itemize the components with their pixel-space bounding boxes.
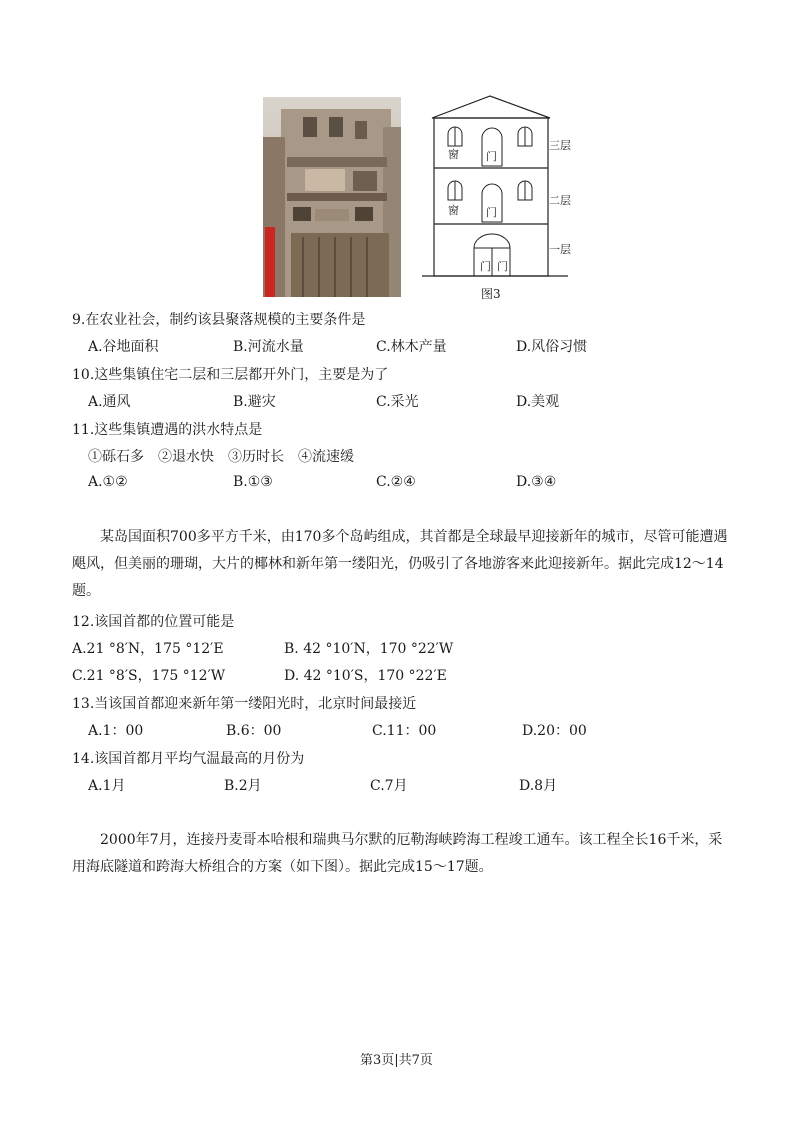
- q12-option-c: C.21 °8′S，175 °12′W: [72, 668, 226, 684]
- q14-option-b: B.2月: [224, 778, 262, 794]
- q11-option-b: B.①③: [233, 474, 273, 490]
- q11-option-c: C.②④: [376, 474, 416, 490]
- q14-option-d: D.8月: [519, 778, 558, 794]
- figure-caption: 图3: [481, 287, 501, 301]
- q11-choices: ①砾石多 ②退水快 ③历时长 ④流速缓: [88, 449, 354, 465]
- house-photo: [263, 97, 401, 297]
- q14-option-c: C.7月: [370, 778, 408, 794]
- q10-option-d: D.美观: [516, 394, 560, 410]
- page-footer: 第3页|共7页: [360, 1053, 433, 1068]
- q13-option-c: C.11：00: [372, 723, 437, 739]
- question-12: 12.该国首都的位置可能是: [72, 614, 235, 630]
- q12-option-a: A.21 °8′N，175 °12′E: [72, 641, 224, 657]
- door-label-1b: 门: [497, 260, 508, 273]
- question-13: 13.当该国首都迎来新年第一缕阳光时，北京时间最接近: [72, 696, 417, 712]
- door-label-3: 门: [486, 150, 497, 163]
- q9-option-b: B.河流水量: [233, 339, 304, 355]
- q9-option-a: A.谷地面积: [88, 339, 159, 355]
- q11-option-a: A.①②: [88, 474, 128, 490]
- q10-option-c: C.采光: [376, 394, 419, 410]
- q10-option-b: B.避灾: [233, 394, 276, 410]
- q9-option-c: C.林木产量: [376, 339, 447, 355]
- q13-option-a: A.1：00: [88, 723, 144, 739]
- question-9: 9.在农业社会，制约该县聚落规模的主要条件是: [72, 312, 366, 328]
- q11-option-d: D.③④: [516, 474, 557, 490]
- window-label-2l: 窗: [448, 204, 459, 217]
- q10-option-a: A.通风: [88, 394, 131, 410]
- q9-option-d: D.风俗习惯: [516, 339, 588, 355]
- q14-option-a: A.1月: [88, 778, 126, 794]
- window-label-3l: 窗: [448, 148, 459, 161]
- question-14: 14.该国首都月平均气温最高的月份为: [72, 751, 305, 767]
- house-diagram: [420, 92, 570, 280]
- door-label-2: 门: [486, 206, 497, 219]
- q12-option-b: B. 42 °10′N，170 °22′W: [284, 641, 454, 657]
- question-11: 11.这些集镇遭遇的洪水特点是: [72, 422, 263, 438]
- passage-island-nation: 某岛国面积700多平方千米，由170多个岛屿组成，其首都是全球最早迎接新年的城市，尽管可能遭遇飓风，但美丽的珊瑚，大片的椰林和新年第一缕阳光，仍吸引了各地游客来此迎接新年。据此完成12～14题。: [72, 529, 728, 599]
- question-10: 10.这些集镇住宅二层和三层都开外门，主要是为了: [72, 367, 389, 383]
- q13-option-d: D.20：00: [522, 723, 587, 739]
- q13-option-b: B.6：00: [226, 723, 282, 739]
- floor-label-1: 一层: [549, 243, 571, 256]
- passage-oresund: 2000年7月，连接丹麦哥本哈根和瑞典马尔默的厄勒海峡跨海工程竣工通车。该工程全长16千米，采用海底隧道和跨海大桥组合的方案（如下图）。据此完成15～17题。: [72, 832, 723, 875]
- floor-label-3: 三层: [549, 139, 571, 152]
- q12-option-d: D. 42 °10′S，170 °22′E: [284, 668, 447, 684]
- floor-label-2: 二层: [549, 194, 571, 207]
- door-label-1a: 门: [480, 260, 491, 273]
